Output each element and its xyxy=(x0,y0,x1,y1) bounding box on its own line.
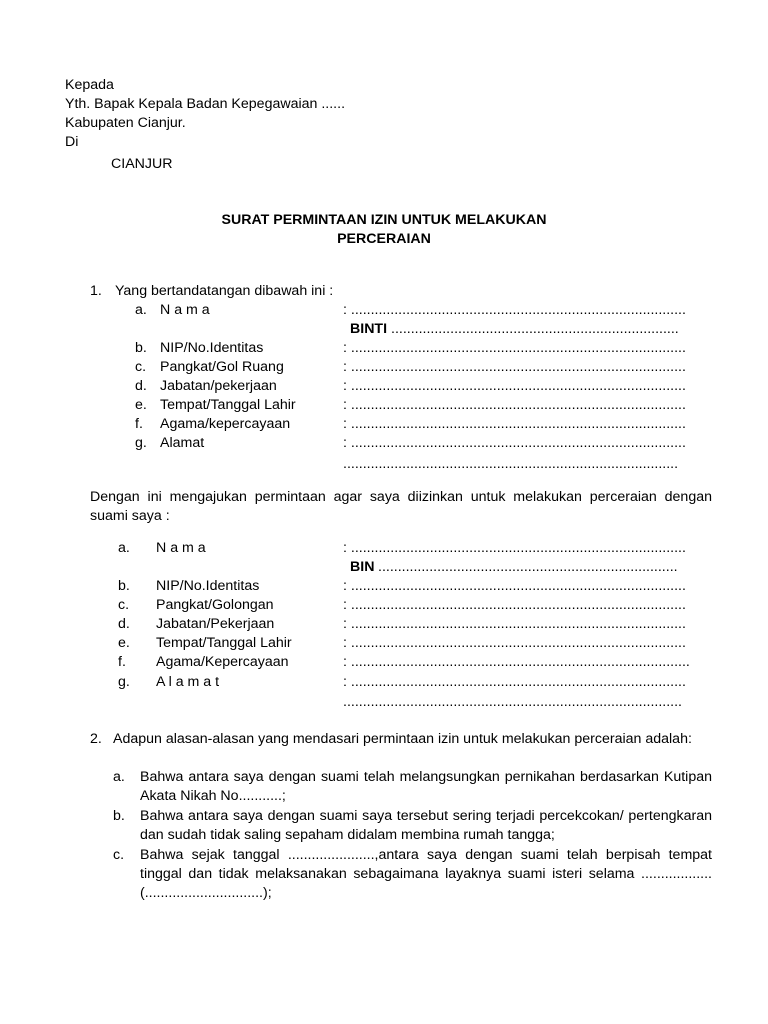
field-value[interactable]: ..................................................................................... xyxy=(343,456,679,472)
field-value[interactable]: : ..................................................................................... xyxy=(343,635,686,651)
field-value[interactable]: : ..................................................................................... xyxy=(343,359,686,375)
recipient-line-addressee: Yth. Bapak Kepala Badan Kepegawaian ...... xyxy=(65,96,346,112)
field-value[interactable]: : ...................................................................................... xyxy=(343,654,690,670)
field-row xyxy=(135,396,715,415)
request-paragraph: Dengan ini mengajukan permintaan agar saya diizinkan untuk melakukan perceraian dengan suami saya : xyxy=(90,489,712,524)
field-label: A l a m a t xyxy=(156,674,220,690)
field-value[interactable]: : ..................................................................................... xyxy=(343,540,686,556)
field-value[interactable]: : ..................................................................................... xyxy=(343,397,686,413)
field-label: Tempat/Tanggal Lahir xyxy=(156,635,292,651)
field-letter: g. xyxy=(118,674,130,690)
field-value[interactable]: : ..................................................................................... xyxy=(343,302,686,318)
field-row xyxy=(118,596,715,615)
field-value[interactable]: ...................................................................................... xyxy=(343,694,682,710)
field-label: Tempat/Tanggal Lahir xyxy=(160,397,296,413)
field-letter: b. xyxy=(118,578,130,594)
field-value[interactable]: ............................................................................ xyxy=(378,559,678,575)
field-letter: e. xyxy=(118,635,130,651)
field-letter: c. xyxy=(135,359,147,375)
title-line-2: PERCERAIAN xyxy=(337,231,431,247)
section-1-number: 1. xyxy=(90,283,102,299)
field-value[interactable]: : ..................................................................................... xyxy=(343,578,686,594)
field-value[interactable]: : ..................................................................................... xyxy=(343,416,686,432)
field-row xyxy=(135,415,715,434)
document-title xyxy=(0,211,768,249)
field-value[interactable]: : ..................................................................................... xyxy=(343,616,686,632)
field-value[interactable]: : ..................................................................................... xyxy=(343,597,686,613)
field-row xyxy=(118,558,715,577)
reason-letter: a. xyxy=(113,769,125,785)
field-row xyxy=(135,358,715,377)
field-label: NIP/No.Identitas xyxy=(156,578,260,594)
field-value[interactable]: ......................................................................... xyxy=(391,321,679,337)
field-letter: a. xyxy=(135,302,147,318)
field-letter: d. xyxy=(135,378,147,394)
field-row xyxy=(118,673,715,692)
field-row xyxy=(118,653,715,672)
field-letter: g. xyxy=(135,435,147,451)
field-label: Alamat xyxy=(160,435,205,451)
recipient-line-regency: Kabupaten Cianjur. xyxy=(65,115,186,131)
field-value[interactable]: : ..................................................................................... xyxy=(343,435,686,451)
field-row xyxy=(135,320,715,339)
field-label: NIP/No.Identitas xyxy=(160,340,264,356)
reason-text: Bahwa antara saya dengan suami telah melangsungkan pernikahan berdasarkan Kutipan Akata Nikah No...........; xyxy=(140,769,712,804)
section-2-number: 2. xyxy=(90,731,102,747)
section-1-heading: Yang bertandatangan dibawah ini : xyxy=(115,283,334,299)
field-row xyxy=(118,577,715,596)
field-row xyxy=(118,693,715,712)
field-label: N a m a xyxy=(156,540,206,556)
field-label: Pangkat/Golongan xyxy=(156,597,274,613)
field-value[interactable]: : ..................................................................................... xyxy=(343,340,686,356)
field-row xyxy=(135,377,715,396)
field-label: Jabatan/pekerjaan xyxy=(160,378,277,394)
reason-letter: b. xyxy=(113,808,125,824)
field-row xyxy=(135,339,715,358)
recipient-city: CIANJUR xyxy=(111,156,173,172)
recipient-block xyxy=(65,76,345,174)
reason-text: Bahwa sejak tanggal ......................,antara saya dengan suami telah berpisah tempat tinggal dan tidak melaksanakan sebagaimana layaknya suami isteri selama ..................(..............................); xyxy=(140,847,712,901)
field-label: Agama/Kepercayaan xyxy=(156,654,289,670)
recipient-line-kepada: Kepada xyxy=(65,77,114,93)
field-value[interactable]: : ..................................................................................... xyxy=(343,674,686,690)
title-line-1: SURAT PERMINTAAN IZIN UNTUK MELAKUKAN xyxy=(221,212,547,228)
field-letter: b. xyxy=(135,340,147,356)
binti-label: BINTI xyxy=(350,321,388,337)
field-letter: d. xyxy=(118,616,130,632)
reason-text: Bahwa antara saya dengan suami saya tersebut sering terjadi percekcokan/ pertengkaran dan sudah tidak saling sepaham didalam membina rumah tangga; xyxy=(140,808,712,843)
field-row xyxy=(135,301,715,320)
field-row xyxy=(135,434,715,453)
reason-letter: c. xyxy=(113,847,125,863)
field-label: Jabatan/Pekerjaan xyxy=(156,616,275,632)
section-2-heading: Adapun alasan-alasan yang mendasari permintaan izin untuk melakukan perceraian adalah: xyxy=(113,731,692,747)
field-letter: f. xyxy=(135,416,143,432)
field-letter: f. xyxy=(118,654,126,670)
field-row xyxy=(118,539,715,558)
field-letter: c. xyxy=(118,597,130,613)
field-row xyxy=(118,634,715,653)
field-letter: e. xyxy=(135,397,147,413)
bin-label: BIN xyxy=(350,559,375,575)
recipient-line-di: Di xyxy=(65,134,79,150)
field-row xyxy=(118,615,715,634)
field-label: Pangkat/Gol Ruang xyxy=(160,359,284,375)
field-row xyxy=(135,455,715,474)
field-letter: a. xyxy=(118,540,130,556)
field-label: Agama/kepercayaan xyxy=(160,416,291,432)
field-value[interactable]: : ..................................................................................... xyxy=(343,378,686,394)
field-label: N a m a xyxy=(160,302,210,318)
